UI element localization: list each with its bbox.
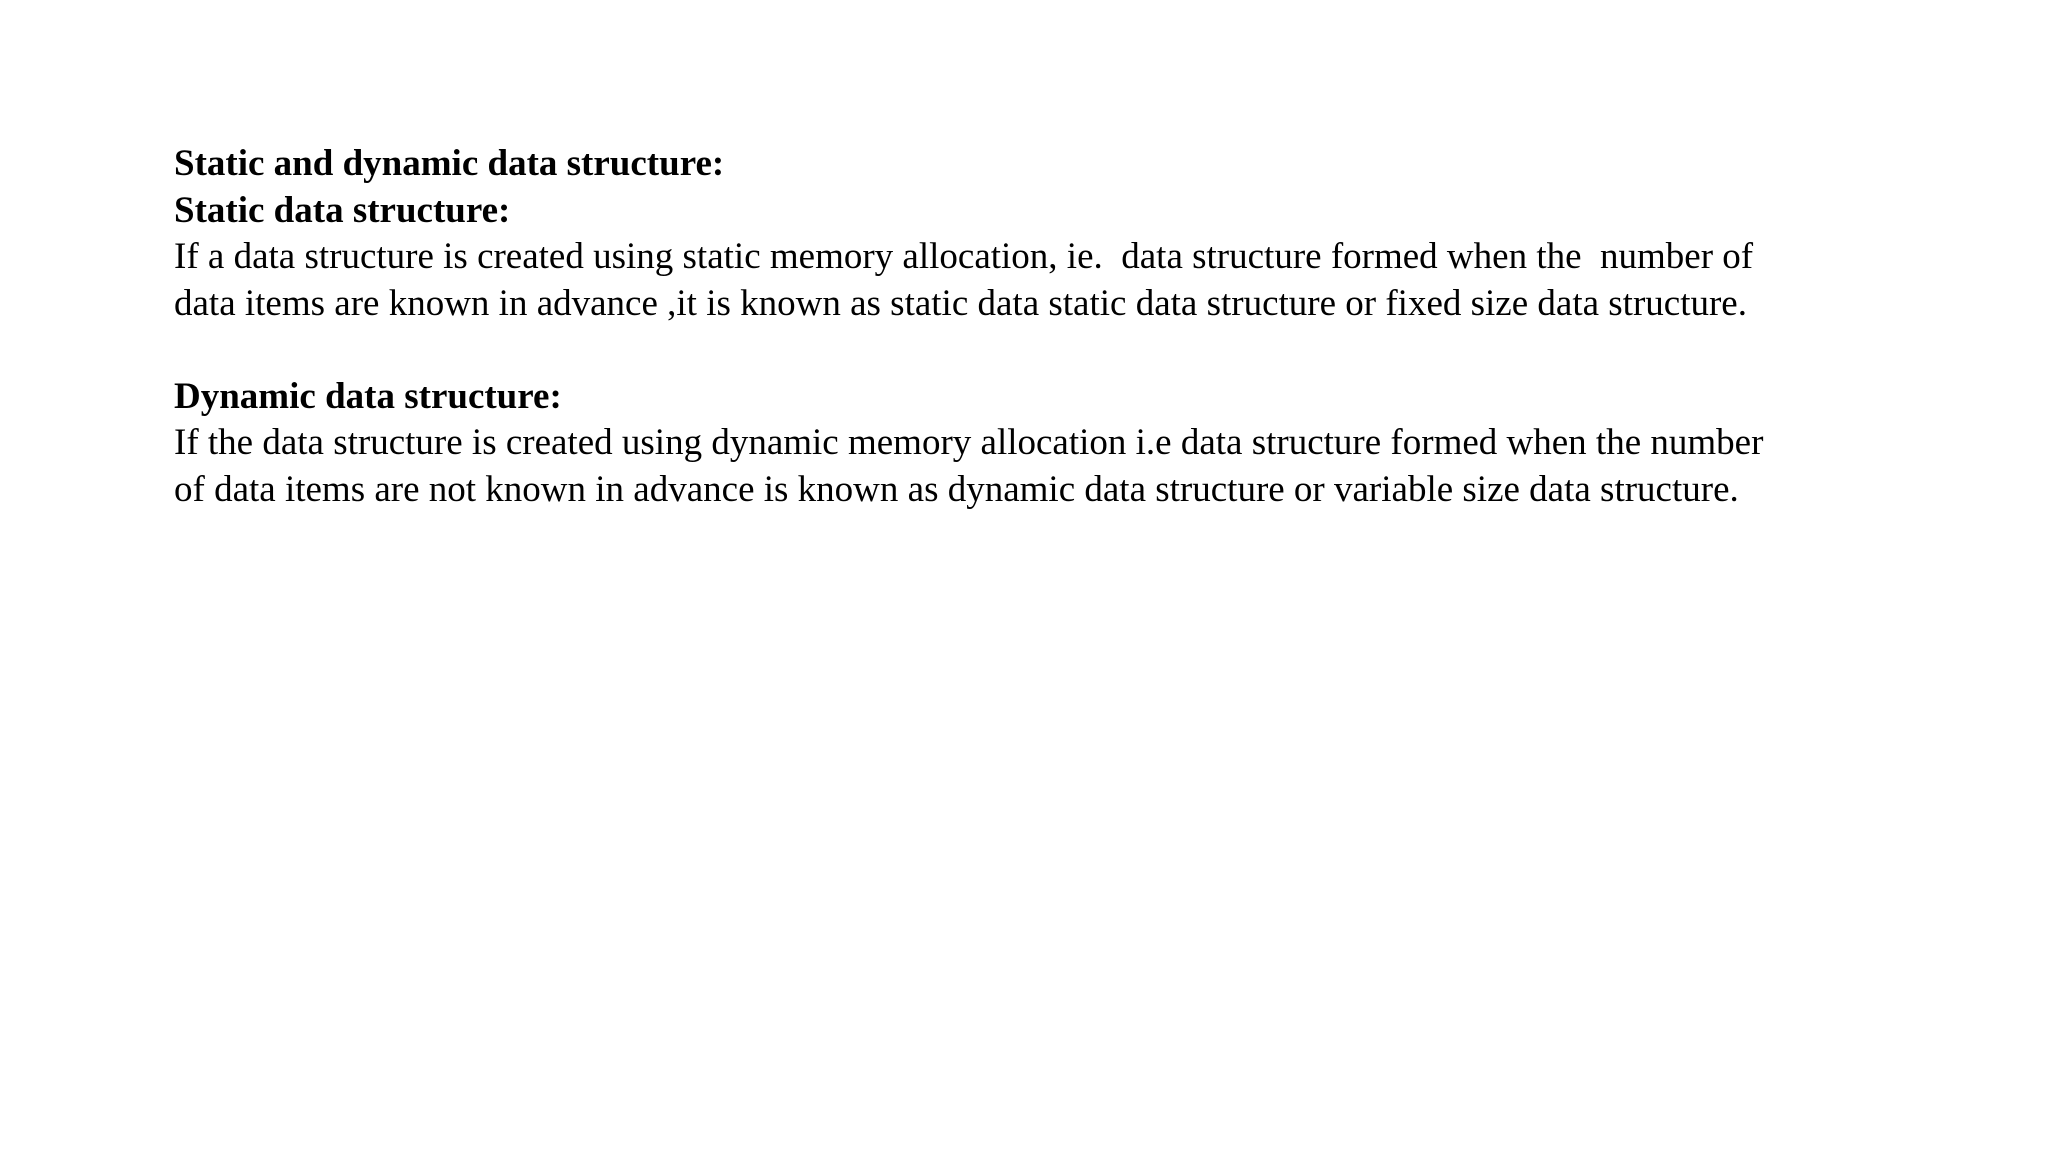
static-paragraph-line-1: If a data structure is created using static memory allocation, ie. data structure formed when the number of bbox=[174, 236, 1754, 277]
dynamic-paragraph-line-2: of data items are not known in advance is known as dynamic data structure or variable size data structure. bbox=[174, 468, 1739, 510]
dynamic-section-heading: Dynamic data structure: bbox=[174, 375, 562, 417]
static-paragraph-line-2: data items are known in advance ,it is known as static data static data structure or fixed size data structure. bbox=[174, 282, 1747, 324]
text-body bbox=[174, 141, 1994, 513]
dynamic-paragraph-line-1: If the data structure is created using dynamic memory allocation i.e data structure formed when the number bbox=[174, 422, 1764, 463]
paragraph-spacer bbox=[174, 327, 1994, 374]
static-section-heading: Static data structure: bbox=[174, 189, 511, 231]
main-heading: Static and dynamic data structure: bbox=[174, 143, 725, 184]
